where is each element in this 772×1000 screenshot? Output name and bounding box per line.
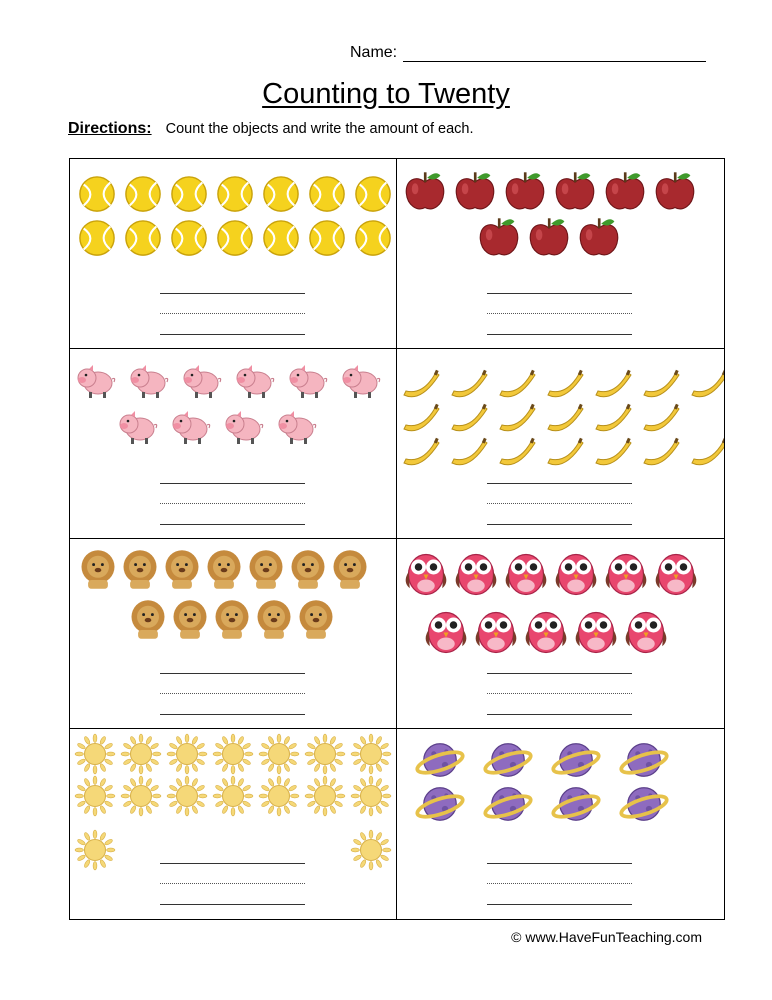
banana-icon: [641, 433, 681, 473]
footer-copyright: © www.HaveFunTeaching.com: [511, 929, 702, 945]
lion-icon: [244, 547, 288, 591]
sun-icon: [166, 775, 208, 817]
answer-line: [487, 863, 632, 864]
lion-icon: [210, 597, 254, 641]
tennis-ball-icon: [262, 219, 300, 257]
apple-icon: [527, 215, 571, 259]
pig-icon: [118, 407, 158, 447]
tennis-ball-icon: [124, 175, 162, 213]
answer-line: [160, 673, 305, 674]
owl-icon: [471, 605, 521, 655]
sun-icon: [74, 829, 116, 871]
page-title: Counting to Twenty: [262, 78, 510, 110]
planet-icon: [619, 735, 669, 785]
lion-icon: [126, 597, 170, 641]
sun-icon: [74, 733, 116, 775]
answer-line: [487, 483, 632, 484]
cell-lions: [70, 539, 397, 729]
apple-icon: [477, 215, 521, 259]
answer-line: [160, 904, 305, 905]
apple-icon: [453, 169, 497, 213]
answer-line: [160, 483, 305, 484]
owl-icon: [601, 547, 651, 597]
answer-midline: [487, 693, 632, 694]
tennis-ball-icon: [216, 175, 254, 213]
answer-midline: [487, 313, 632, 314]
answer-line: [160, 524, 305, 525]
tennis-ball-icon: [124, 219, 162, 257]
banana-icon: [689, 433, 724, 473]
planet-icon: [483, 779, 533, 829]
pig-icon: [277, 407, 317, 447]
owl-icon: [501, 547, 551, 597]
sun-icon: [212, 733, 254, 775]
planet-icon: [551, 779, 601, 829]
planet-icon: [415, 779, 465, 829]
answer-line: [487, 714, 632, 715]
sun-icon: [304, 733, 346, 775]
owl-icon: [551, 547, 601, 597]
sun-icon: [120, 733, 162, 775]
directions: [68, 120, 474, 138]
sun-icon: [350, 829, 392, 871]
pig-icon: [288, 361, 328, 401]
lion-icon: [118, 547, 162, 591]
sun-icon: [258, 775, 300, 817]
cell-planets: [397, 729, 724, 919]
answer-line: [487, 334, 632, 335]
cell-tennis-balls: [70, 159, 397, 349]
tennis-ball-icon: [354, 219, 392, 257]
sun-icon: [350, 775, 392, 817]
pig-icon: [341, 361, 381, 401]
owl-icon: [401, 547, 451, 597]
sun-icon: [74, 775, 116, 817]
banana-icon: [401, 433, 441, 473]
sun-icon: [120, 775, 162, 817]
planet-icon: [619, 779, 669, 829]
banana-icon: [545, 433, 585, 473]
cell-bananas: [397, 349, 724, 539]
apple-icon: [503, 169, 547, 213]
name-input-line[interactable]: [403, 45, 706, 62]
answer-line: [487, 904, 632, 905]
owl-icon: [421, 605, 471, 655]
owl-icon: [651, 547, 701, 597]
name-row: [350, 44, 706, 62]
lion-icon: [160, 547, 204, 591]
owl-icon: [621, 605, 671, 655]
directions-label: Directions:: [68, 120, 152, 137]
owl-icon: [521, 605, 571, 655]
pig-icon: [76, 361, 116, 401]
tennis-ball-icon: [308, 175, 346, 213]
banana-icon: [449, 433, 489, 473]
lion-icon: [328, 547, 372, 591]
answer-line: [487, 524, 632, 525]
counting-grid: [69, 158, 725, 920]
sun-icon: [350, 733, 392, 775]
answer-midline: [160, 313, 305, 314]
cell-owls: [397, 539, 724, 729]
tennis-ball-icon: [262, 175, 300, 213]
tennis-ball-icon: [170, 219, 208, 257]
owl-icon: [571, 605, 621, 655]
pig-icon: [171, 407, 211, 447]
pig-icon: [182, 361, 222, 401]
name-label: Name:: [350, 44, 398, 61]
apple-icon: [403, 169, 447, 213]
lion-icon: [168, 597, 212, 641]
lion-icon: [76, 547, 120, 591]
tennis-ball-icon: [216, 219, 254, 257]
tennis-ball-icon: [78, 175, 116, 213]
cell-suns: [70, 729, 397, 919]
lion-icon: [202, 547, 246, 591]
sun-icon: [304, 775, 346, 817]
sun-icon: [166, 733, 208, 775]
answer-midline: [160, 693, 305, 694]
answer-line: [160, 334, 305, 335]
tennis-ball-icon: [308, 219, 346, 257]
apple-icon: [653, 169, 697, 213]
apple-icon: [577, 215, 621, 259]
lion-icon: [252, 597, 296, 641]
tennis-ball-icon: [354, 175, 392, 213]
answer-line: [160, 863, 305, 864]
lion-icon: [294, 597, 338, 641]
apple-icon: [603, 169, 647, 213]
pig-icon: [224, 407, 264, 447]
sun-icon: [258, 733, 300, 775]
planet-icon: [483, 735, 533, 785]
answer-midline: [160, 503, 305, 504]
lion-icon: [286, 547, 330, 591]
banana-icon: [497, 433, 537, 473]
pig-icon: [129, 361, 169, 401]
answer-midline: [487, 883, 632, 884]
owl-icon: [451, 547, 501, 597]
pig-icon: [235, 361, 275, 401]
answer-midline: [487, 503, 632, 504]
banana-icon: [689, 365, 724, 405]
directions-text: Count the objects and write the amount of each.: [165, 121, 474, 137]
cell-apples: [397, 159, 724, 349]
apple-icon: [553, 169, 597, 213]
answer-line: [487, 673, 632, 674]
tennis-ball-icon: [170, 175, 208, 213]
tennis-ball-icon: [78, 219, 116, 257]
planet-icon: [551, 735, 601, 785]
planet-icon: [415, 735, 465, 785]
answer-midline: [160, 883, 305, 884]
answer-line: [160, 714, 305, 715]
cell-pigs: [70, 349, 397, 539]
sun-icon: [212, 775, 254, 817]
answer-line: [160, 293, 305, 294]
banana-icon: [593, 433, 633, 473]
answer-line: [487, 293, 632, 294]
